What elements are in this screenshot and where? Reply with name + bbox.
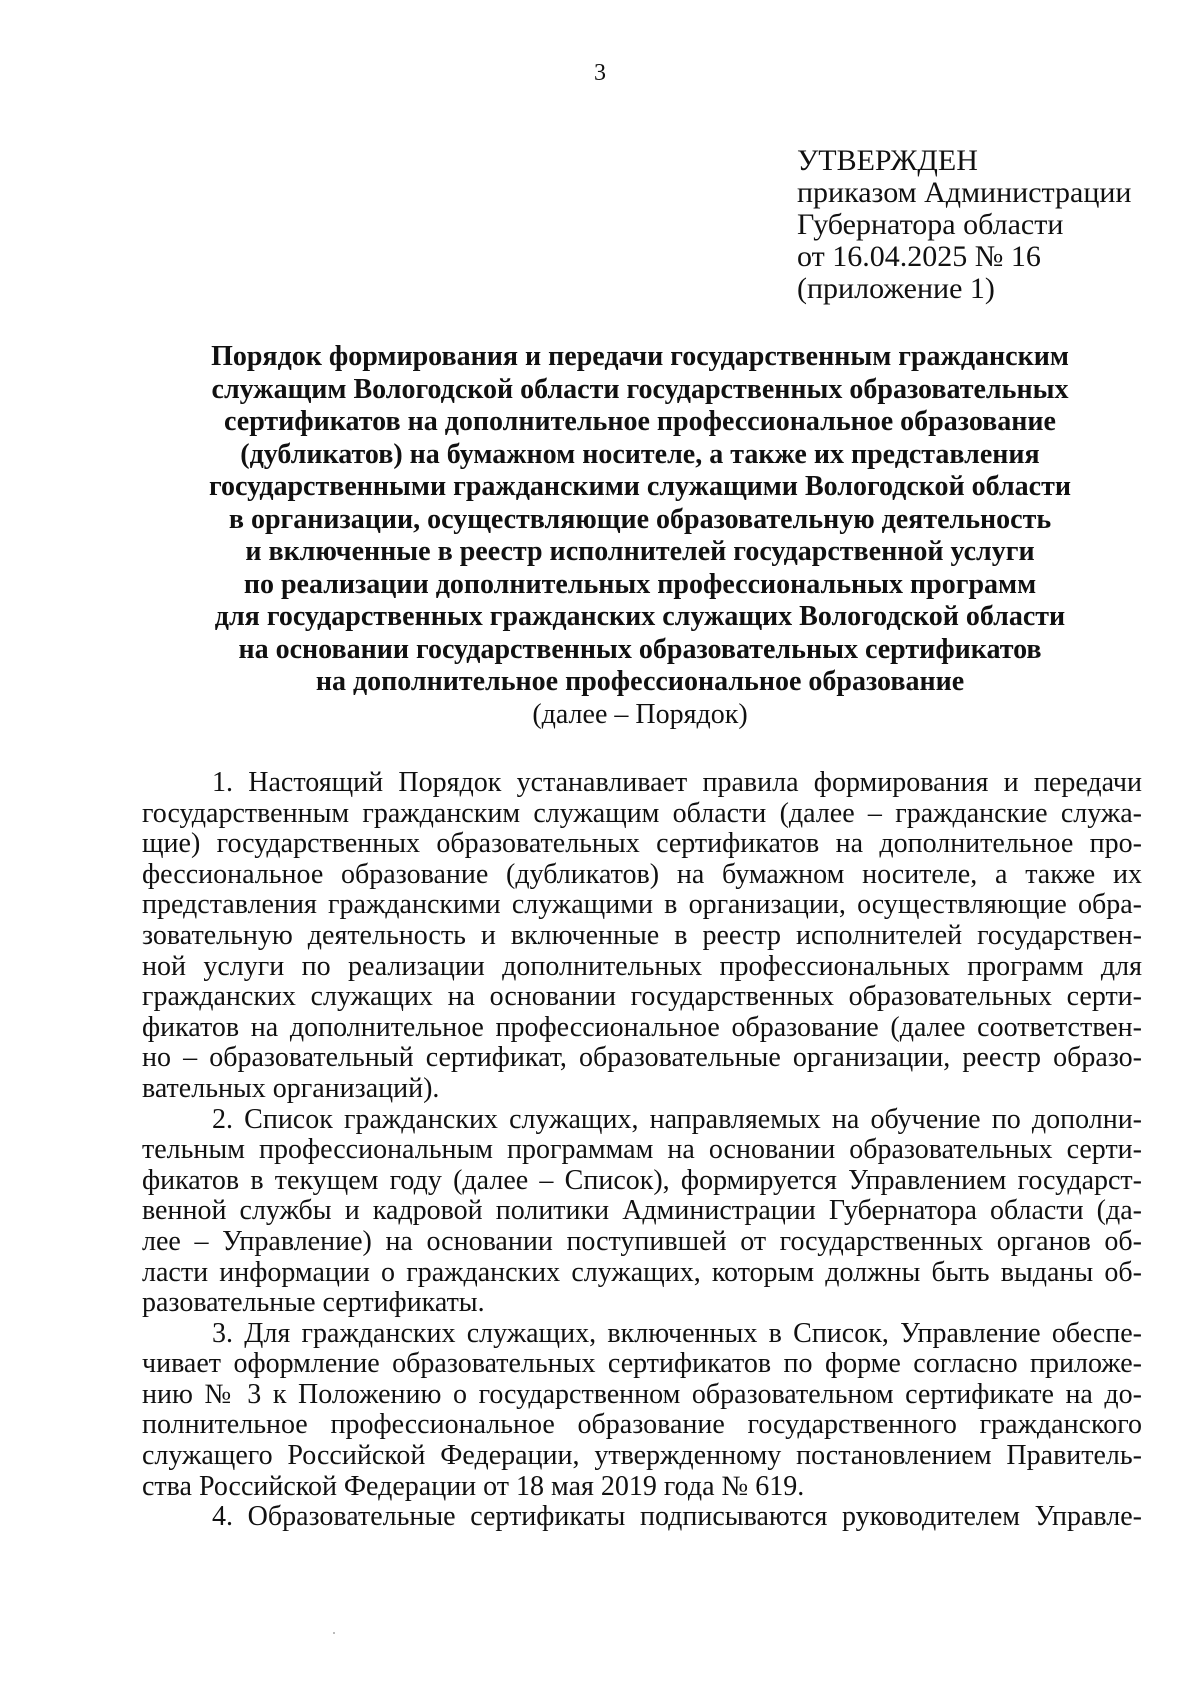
paragraph-1 (142, 768, 1142, 1105)
paragraph-line: полнительное профессиональное образование государственного гражданского (142, 1409, 1142, 1441)
paragraph-line: 4. Образовательные сертификаты подписываются руководителем Управле- (212, 1501, 1142, 1533)
paragraph-line: 1. Настоящий Порядок устанавливает правила формирования и передачи (212, 767, 1142, 798)
paragraph-line: фикатов в текущем году (далее – Список), формируется Управлением государст- (142, 1164, 1142, 1196)
title-line: в организации, осуществляющие образовательную деятельность (228, 503, 1052, 535)
paragraph-line: ной услуги по реализации дополнительных профессиональных программ для (142, 950, 1142, 982)
title-line: Порядок формирования и передачи государственным гражданским (211, 341, 1069, 372)
paragraph-line: служащего Российской Федерации, утвержденному постановлением Правитель- (142, 1440, 1142, 1472)
paragraph-line: зовательную деятельность и включенные в реестр исполнителей государствен- (142, 919, 1142, 951)
paragraph-line: государственным гражданским служащим области (далее – гражданские служа- (142, 797, 1142, 829)
title-line: служащим Вологодской области государственных образовательных (211, 373, 1069, 405)
paragraph-line: 2. Список гражданских служащих, направляемых на обучение по дополни- (212, 1103, 1142, 1135)
paragraph-line: фессиональное образование (дубликатов) на бумажном носителе, а также их (142, 858, 1142, 890)
page-number: 3 (594, 60, 606, 86)
paragraph-line: чивает оформление образовательных сертификатов по форме согласно приложе- (142, 1348, 1142, 1380)
paragraph-line: вательных организаций). (142, 1072, 440, 1104)
title-line: (дубликатов) на бумажном носителе, а также их представления (240, 438, 1040, 470)
paragraph-line: ласти информации о гражданских служащих, которым должны быть выданы об- (142, 1256, 1142, 1288)
title-line: и включенные в реестр исполнителей государственной услуги (245, 536, 1035, 567)
document-title (120, 341, 1160, 731)
title-line: сертификатов на дополнительное профессиональное образование (224, 406, 1056, 437)
paragraph-line: тельным профессиональным программам на основании образовательных серти- (142, 1134, 1142, 1166)
paragraph-line: фикатов на дополнительное профессиональное образование (далее соответствен- (142, 1011, 1142, 1043)
paragraph-line: ства Российской Федерации от 18 мая 2019 года № 619. (142, 1470, 805, 1502)
title-line: по реализации дополнительных профессиональных программ (243, 568, 1037, 600)
title-note: (далее – Порядок) (532, 698, 748, 730)
document-body (142, 768, 1142, 1533)
approval-line: (приложение 1) (797, 272, 995, 305)
approval-line: УТВЕРЖДЕН (797, 144, 978, 177)
paragraph-3 (142, 1319, 1142, 1503)
title-line: на дополнительное профессиональное образование (315, 666, 965, 697)
scan-artifact (333, 1632, 335, 1634)
approval-line: Губернатора области (797, 208, 1064, 241)
paragraph-line: но – образовательный сертификат, образовательные организации, реестр образо- (142, 1042, 1142, 1074)
approval-stamp (797, 145, 1177, 305)
paragraph-2 (142, 1105, 1142, 1319)
paragraph-line: представления гражданскими служащими в организации, осуществляющие обра- (142, 889, 1142, 921)
paragraph-4 (142, 1502, 1142, 1533)
paragraph-line: гражданских служащих на основании государственных образовательных серти- (142, 981, 1142, 1013)
title-line: государственными гражданскими служащими Вологодской области (209, 471, 1071, 502)
paragraph-line: нию № 3 к Положению о государственном образовательном сертификате на до- (142, 1378, 1142, 1410)
title-line: на основании государственных образовательных сертификатов (238, 633, 1042, 665)
paragraph-line: 3. Для гражданских служащих, включенных в Список, Управление обеспе- (212, 1317, 1142, 1349)
approval-line: от 16.04.2025 № 16 (797, 240, 1041, 273)
paragraph-line: лее – Управление) на основании поступившей от государственных органов об- (142, 1225, 1142, 1257)
paragraph-line: щие) государственных образовательных сертификатов на дополнительное про- (142, 828, 1142, 860)
paragraph-line: венной службы и кадровой политики Администрации Губернатора области (да- (142, 1195, 1142, 1227)
title-line: для государственных гражданских служащих Вологодской области (214, 601, 1066, 632)
approval-line: приказом Администрации (797, 176, 1132, 209)
paragraph-line: разовательные сертификаты. (142, 1287, 485, 1319)
